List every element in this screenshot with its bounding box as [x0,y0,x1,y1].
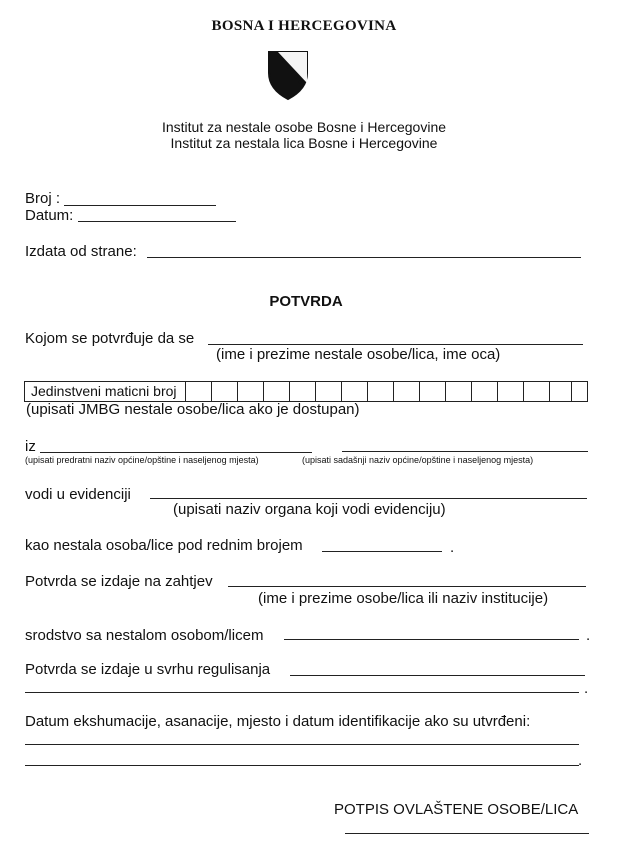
iz-label: iz [25,438,36,455]
jmbg-digit-cell[interactable] [211,382,212,401]
period-mark: . [584,680,589,697]
kao-label: kao nestala osoba/lice pod rednim brojem [25,537,303,554]
institute-name-line2: Institut za nestala lica Bosne i Hercegovine [170,135,438,151]
vodi-hint: (upisati naziv organa koji vodi evidenciju) [173,501,446,518]
broj-label: Broj : [25,190,61,207]
ekshumacija-field-line1[interactable] [25,744,579,745]
jmbg-digit-cell[interactable] [367,382,368,401]
jmbg-digit-cell[interactable] [419,382,420,401]
iz-hint-right: (upisati sadašnji naziv općine/opštine i naseljenog mjesta) [302,455,534,465]
izdata-field[interactable] [147,257,581,258]
kojom-label: Kojom se potvrđuje da se [25,330,195,347]
zahtjev-field[interactable] [228,586,586,587]
zahtjev-label: Potvrda se izdaje na zahtjev [25,573,213,590]
kojom-hint: (ime i prezime nestale osobe/lica, ime oca) [216,346,501,363]
izdata-label: Izdata od strane: [25,243,137,260]
jmbg-digit-cell[interactable] [341,382,342,401]
svrha-label: Potvrda se izdaje u svrhu regulisanja [25,661,271,678]
jmbg-hint: (upisati JMBG nestale osobe/lica ako je dostupan) [26,401,360,418]
jmbg-digit-cell[interactable] [523,382,524,401]
jmbg-digit-cell[interactable] [445,382,446,401]
coat-of-arms-icon [266,49,310,101]
country-heading: BOSNA I HERCEGOVINA [211,18,397,34]
iz-predratni-field[interactable] [40,452,312,453]
jmbg-digit-cell[interactable] [497,382,498,401]
signature-field[interactable] [345,833,589,834]
datum-field[interactable] [78,221,236,222]
iz-hint-left: (upisati predratni naziv općine/opštine i naseljenog mjesta) [25,455,259,465]
vodi-field[interactable] [150,498,587,499]
jmbg-digit-cell[interactable] [471,382,472,401]
jmbg-digit-cell[interactable] [263,382,264,401]
period-mark: . [586,627,591,644]
period-mark: . [578,752,583,769]
broj-field[interactable] [64,205,216,206]
jmbg-label: Jedinstveni maticni broj [31,383,177,399]
srodstvo-field[interactable] [284,639,579,640]
kojom-field[interactable] [208,344,583,345]
jmbg-digit-cell[interactable] [289,382,290,401]
jmbg-digit-cell[interactable] [315,382,316,401]
iz-sadasnji-field[interactable] [342,451,588,452]
datum-label: Datum: [25,207,74,224]
srodstvo-label: srodstvo sa nestalom osobom/licem [25,627,264,644]
zahtjev-hint: (ime i prezime osobe/lica ili naziv institucije) [258,590,549,607]
jmbg-box[interactable] [24,381,588,402]
datum-ekshumacije-label: Datum ekshumacije, asanacije, mjesto i datum identifikacije ako su utvrđeni: [25,713,531,730]
svrha-field[interactable] [290,675,585,676]
jmbg-digit-cell[interactable] [393,382,394,401]
institute-name-line1: Institut za nestale osobe Bosne i Hercegovine [161,119,447,135]
document-title: POTVRDA [269,293,343,310]
period-mark: . [450,539,455,556]
svrha-field-line2[interactable] [25,692,579,693]
jmbg-digit-cell[interactable] [185,382,186,401]
vodi-label: vodi u evidenciji [25,486,131,503]
redni-broj-field[interactable] [322,551,442,552]
ekshumacija-field-line2[interactable] [25,765,579,766]
jmbg-digit-cell[interactable] [549,382,550,401]
signature-label: POTPIS OVLAŠTENE OSOBE/LICA [334,801,579,818]
jmbg-digit-cell[interactable] [237,382,238,401]
jmbg-digit-cell[interactable] [571,382,572,401]
